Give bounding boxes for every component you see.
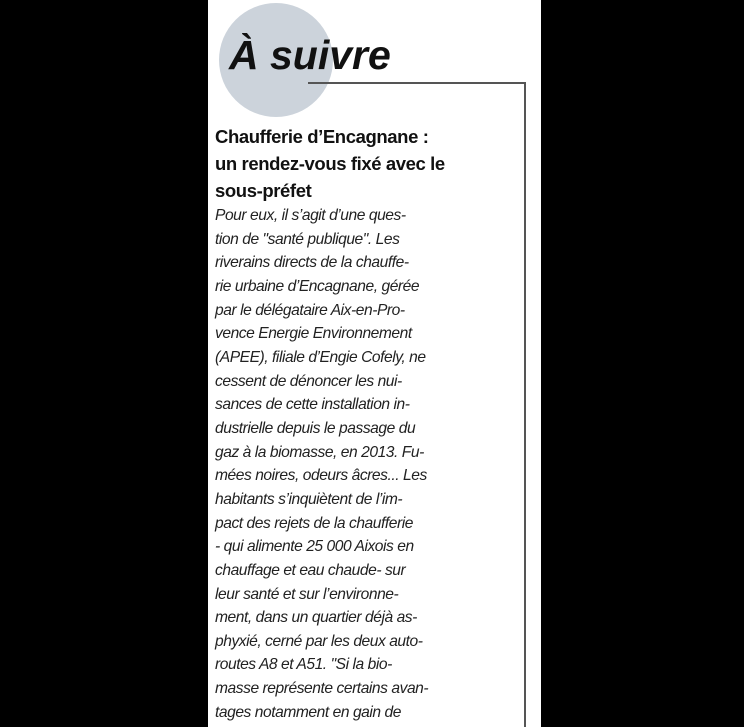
headline-line: Chaufferie d’Encagnane : (215, 126, 429, 147)
frame-right-border (524, 82, 526, 727)
newspaper-column (208, 0, 541, 727)
body-line: sances de cette installation in- (215, 396, 410, 414)
body-line: masse représente certains avan- (215, 680, 429, 698)
article-headline (215, 123, 515, 204)
article-body (215, 204, 521, 724)
body-line: habitants s’inquiètent de l’im- (215, 490, 403, 508)
body-line: chauffage et eau chaude- sur (215, 561, 406, 579)
body-line: pact des rejets de la chaufferie (215, 514, 413, 532)
body-line: dustrielle depuis le passage du (215, 419, 416, 437)
headline-line: sous-préfet (215, 180, 312, 201)
body-line: mées noires, odeurs âcres... Les (215, 467, 427, 485)
frame-top-border (308, 82, 525, 84)
body-line: routes A8 et A51. "Si la bio- (215, 656, 392, 674)
body-line: phyxié, cerné par les deux auto- (215, 632, 423, 650)
body-line: par le délégataire Aix-en-Pro- (215, 301, 405, 319)
body-line: ment, dans un quartier déjà as- (215, 609, 417, 627)
body-line: gaz à la biomasse, en 2013. Fu- (215, 443, 424, 461)
section-kicker: À suivre (229, 32, 391, 78)
body-line: cessent de dénoncer les nui- (215, 372, 402, 390)
headline-line: un rendez-vous fixé avec le (215, 153, 445, 174)
body-line: rie urbaine d’Encagnane, gérée (215, 277, 420, 295)
body-line: riverains directs de la chauffe- (215, 254, 409, 272)
body-line: Pour eux, il s’agit d’une ques- (215, 207, 406, 224)
body-line: tion de "santé publique". Les (215, 230, 400, 248)
body-line: leur santé et sur l’environne- (215, 585, 399, 603)
body-line: vence Energie Environnement (215, 325, 412, 343)
body-line: (APEE), filiale d’Engie Cofely, ne (215, 348, 426, 366)
body-line: tages notamment en gain de (215, 703, 401, 721)
body-line: - qui alimente 25 000 Aixois en (215, 538, 414, 556)
